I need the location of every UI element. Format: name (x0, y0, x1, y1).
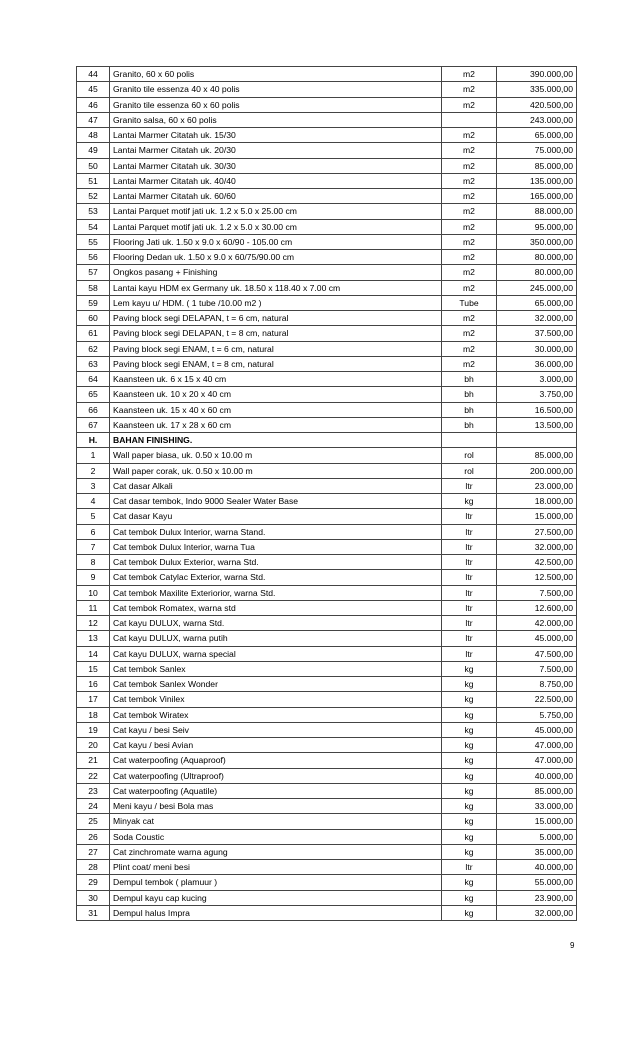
item-unit: kg (442, 890, 497, 905)
row-number: 12 (77, 616, 110, 631)
table-row (77, 128, 577, 143)
item-unit: kg (442, 875, 497, 890)
item-description: Granito tile essenza 40 x 40 polis (110, 82, 442, 97)
table-row (77, 112, 577, 127)
item-description: Cat tembok Dulux Exterior, warna Std. (110, 555, 442, 570)
item-unit: kg (442, 905, 497, 920)
row-number: 25 (77, 814, 110, 829)
row-number: 13 (77, 631, 110, 646)
item-price: 5.750,00 (497, 707, 577, 722)
item-description: Cat kayu DULUX, warna putih (110, 631, 442, 646)
row-number: 29 (77, 875, 110, 890)
table-row (77, 600, 577, 615)
row-number: 59 (77, 295, 110, 310)
item-unit: kg (442, 494, 497, 509)
item-description: Cat kayu / besi Avian (110, 738, 442, 753)
item-price: 32.000,00 (497, 311, 577, 326)
table-row (77, 616, 577, 631)
row-number: 52 (77, 189, 110, 204)
item-description: BAHAN FINISHING. (110, 433, 442, 448)
item-price: 3.750,00 (497, 387, 577, 402)
item-description: Kaansteen uk. 6 x 15 x 40 cm (110, 372, 442, 387)
item-description: Lem kayu u/ HDM. ( 1 tube /10.00 m2 ) (110, 295, 442, 310)
table-row (77, 463, 577, 478)
item-price: 36.000,00 (497, 356, 577, 371)
item-description: Cat waterpoofing (Ultraproof) (110, 768, 442, 783)
item-price: 33.000,00 (497, 799, 577, 814)
item-description: Plint coat/ meni besi (110, 860, 442, 875)
row-number: 55 (77, 234, 110, 249)
item-description: Lantai Marmer Citatah uk. 30/30 (110, 158, 442, 173)
table-row (77, 555, 577, 570)
item-price: 65.000,00 (497, 295, 577, 310)
item-unit: rol (442, 448, 497, 463)
item-price: 65.000,00 (497, 128, 577, 143)
item-price: 23.000,00 (497, 478, 577, 493)
item-description: Cat tembok Maxilite Exteriorior, warna Std. (110, 585, 442, 600)
table-row (77, 890, 577, 905)
table-row (77, 844, 577, 859)
item-unit: m2 (442, 280, 497, 295)
item-price: 47.500,00 (497, 646, 577, 661)
item-description: Flooring Dedan uk. 1.50 x 9.0 x 60/75/90.00 cm (110, 250, 442, 265)
table-row (77, 417, 577, 432)
section-header-row (77, 433, 577, 448)
row-number: 56 (77, 250, 110, 265)
item-description: Paving block segi ENAM, t = 8 cm, natural (110, 356, 442, 371)
item-unit: bh (442, 417, 497, 432)
item-unit: m2 (442, 311, 497, 326)
item-unit: m2 (442, 128, 497, 143)
item-description: Wall paper biasa, uk. 0.50 x 10.00 m (110, 448, 442, 463)
item-price: 420.500,00 (497, 97, 577, 112)
item-price: 13.500,00 (497, 417, 577, 432)
item-description: Cat dasar tembok, Indo 9000 Sealer Water Base (110, 494, 442, 509)
item-price: 45.000,00 (497, 631, 577, 646)
item-price: 95.000,00 (497, 219, 577, 234)
item-price: 88.000,00 (497, 204, 577, 219)
item-unit: ltr (442, 631, 497, 646)
table-row (77, 372, 577, 387)
table-row (77, 341, 577, 356)
table-row (77, 280, 577, 295)
row-number: 10 (77, 585, 110, 600)
item-price: 18.000,00 (497, 494, 577, 509)
item-unit: ltr (442, 478, 497, 493)
item-price: 85.000,00 (497, 448, 577, 463)
table-row (77, 783, 577, 798)
item-price: 27.500,00 (497, 524, 577, 539)
item-price: 80.000,00 (497, 265, 577, 280)
item-description: Cat tembok Sanlex (110, 661, 442, 676)
row-number: 48 (77, 128, 110, 143)
table-row (77, 265, 577, 280)
table-row (77, 67, 577, 82)
table-row (77, 250, 577, 265)
table-row (77, 677, 577, 692)
table-row (77, 829, 577, 844)
table-row (77, 738, 577, 753)
item-unit: ltr (442, 570, 497, 585)
item-price: 80.000,00 (497, 250, 577, 265)
row-number: 19 (77, 722, 110, 737)
item-description: Lantai Marmer Citatah uk. 20/30 (110, 143, 442, 158)
item-unit: kg (442, 677, 497, 692)
item-description: Cat tembok Wiratex (110, 707, 442, 722)
item-price: 45.000,00 (497, 722, 577, 737)
table-body (77, 67, 577, 921)
item-unit: m2 (442, 234, 497, 249)
item-unit: kg (442, 814, 497, 829)
item-description: Paving block segi ENAM, t = 6 cm, natural (110, 341, 442, 356)
row-number: 5 (77, 509, 110, 524)
item-description: Cat tembok Dulux Interior, warna Tua (110, 539, 442, 554)
row-number: 16 (77, 677, 110, 692)
row-number: 21 (77, 753, 110, 768)
item-description: Dempul tembok ( plamuur ) (110, 875, 442, 890)
item-price: 37.500,00 (497, 326, 577, 341)
item-unit: m2 (442, 173, 497, 188)
table-row (77, 768, 577, 783)
table-row (77, 585, 577, 600)
item-description: Cat tembok Sanlex Wonder (110, 677, 442, 692)
item-description: Cat kayu DULUX, warna special (110, 646, 442, 661)
item-description: Cat tembok Dulux Interior, warna Stand. (110, 524, 442, 539)
item-price: 3.000,00 (497, 372, 577, 387)
row-number: 44 (77, 67, 110, 82)
row-number: 45 (77, 82, 110, 97)
table-row (77, 494, 577, 509)
table-row (77, 814, 577, 829)
row-number: 50 (77, 158, 110, 173)
table-row (77, 204, 577, 219)
item-unit: bh (442, 387, 497, 402)
item-price: 32.000,00 (497, 905, 577, 920)
item-price: 7.500,00 (497, 585, 577, 600)
item-unit: rol (442, 463, 497, 478)
item-unit: ltr (442, 524, 497, 539)
item-unit: m2 (442, 341, 497, 356)
item-price: 23.900,00 (497, 890, 577, 905)
row-number: 26 (77, 829, 110, 844)
item-unit: bh (442, 372, 497, 387)
row-number: 18 (77, 707, 110, 722)
item-description: Cat kayu DULUX, warna Std. (110, 616, 442, 631)
item-description: Ongkos pasang + Finishing (110, 265, 442, 280)
item-price: 42.000,00 (497, 616, 577, 631)
table-row (77, 143, 577, 158)
row-number: 54 (77, 219, 110, 234)
item-unit: m2 (442, 326, 497, 341)
item-description: Flooring Jati uk. 1.50 x 9.0 x 60/90 - 105.00 cm (110, 234, 442, 249)
table-row (77, 661, 577, 676)
row-number: 47 (77, 112, 110, 127)
item-unit: m2 (442, 67, 497, 82)
item-description: Cat tembok Vinilex (110, 692, 442, 707)
item-description: Dempul kayu cap kucing (110, 890, 442, 905)
row-number: 1 (77, 448, 110, 463)
item-price: 350.000,00 (497, 234, 577, 249)
row-number: H. (77, 433, 110, 448)
row-number: 60 (77, 311, 110, 326)
table-row (77, 478, 577, 493)
item-price: 335.000,00 (497, 82, 577, 97)
item-description: Lantai Marmer Citatah uk. 40/40 (110, 173, 442, 188)
item-unit: bh (442, 402, 497, 417)
table-row (77, 326, 577, 341)
price-table (76, 66, 577, 921)
item-price: 15.000,00 (497, 509, 577, 524)
row-number: 64 (77, 372, 110, 387)
row-number: 8 (77, 555, 110, 570)
table-row (77, 356, 577, 371)
item-description: Lantai Marmer Citatah uk. 60/60 (110, 189, 442, 204)
table-row (77, 722, 577, 737)
row-number: 20 (77, 738, 110, 753)
row-number: 51 (77, 173, 110, 188)
item-description: Cat zinchromate warna agung (110, 844, 442, 859)
item-unit: ltr (442, 646, 497, 661)
item-description: Granito, 60 x 60 polis (110, 67, 442, 82)
item-price: 75.000,00 (497, 143, 577, 158)
row-number: 58 (77, 280, 110, 295)
item-unit: m2 (442, 82, 497, 97)
item-description: Meni kayu / besi Bola mas (110, 799, 442, 814)
item-description: Cat tembok Catylac Exterior, warna Std. (110, 570, 442, 585)
item-description: Cat dasar Alkali (110, 478, 442, 493)
table-row (77, 158, 577, 173)
item-unit: m2 (442, 250, 497, 265)
item-unit: kg (442, 768, 497, 783)
row-number: 46 (77, 97, 110, 112)
item-unit: kg (442, 799, 497, 814)
item-description: Lantai kayu HDM ex Germany uk. 18.50 x 118.40 x 7.00 cm (110, 280, 442, 295)
item-description: Paving block segi DELAPAN, t = 8 cm, natural (110, 326, 442, 341)
item-price: 85.000,00 (497, 158, 577, 173)
item-description: Lantai Marmer Citatah uk. 15/30 (110, 128, 442, 143)
row-number: 67 (77, 417, 110, 432)
item-description: Cat waterpoofing (Aquatile) (110, 783, 442, 798)
table-row (77, 570, 577, 585)
item-description: Dempul halus Impra (110, 905, 442, 920)
row-number: 11 (77, 600, 110, 615)
table-row (77, 509, 577, 524)
item-description: Paving block segi DELAPAN, t = 6 cm, natural (110, 311, 442, 326)
item-price: 22.500,00 (497, 692, 577, 707)
item-price: 16.500,00 (497, 402, 577, 417)
item-description: Wall paper corak, uk. 0.50 x 10.00 m (110, 463, 442, 478)
table-row (77, 860, 577, 875)
item-unit: ltr (442, 600, 497, 615)
row-number: 49 (77, 143, 110, 158)
row-number: 31 (77, 905, 110, 920)
item-unit: m2 (442, 189, 497, 204)
table-row (77, 753, 577, 768)
item-unit: m2 (442, 219, 497, 234)
table-row (77, 539, 577, 554)
item-unit: kg (442, 844, 497, 859)
item-unit: ltr (442, 539, 497, 554)
table-row (77, 402, 577, 417)
row-number: 66 (77, 402, 110, 417)
row-number: 4 (77, 494, 110, 509)
item-unit: m2 (442, 97, 497, 112)
table-row (77, 799, 577, 814)
item-unit (442, 433, 497, 448)
item-description: Cat waterpoofing (Aquaproof) (110, 753, 442, 768)
table-row (77, 905, 577, 920)
table-row (77, 524, 577, 539)
row-number: 14 (77, 646, 110, 661)
item-unit: m2 (442, 158, 497, 173)
item-unit: ltr (442, 509, 497, 524)
table-row (77, 646, 577, 661)
item-price: 7.500,00 (497, 661, 577, 676)
row-number: 30 (77, 890, 110, 905)
table-row (77, 875, 577, 890)
table-row (77, 97, 577, 112)
item-price: 40.000,00 (497, 860, 577, 875)
row-number: 23 (77, 783, 110, 798)
row-number: 57 (77, 265, 110, 280)
item-unit: kg (442, 661, 497, 676)
item-price: 8.750,00 (497, 677, 577, 692)
row-number: 28 (77, 860, 110, 875)
item-unit: ltr (442, 585, 497, 600)
item-unit: kg (442, 707, 497, 722)
row-number: 53 (77, 204, 110, 219)
item-price: 32.000,00 (497, 539, 577, 554)
item-price: 15.000,00 (497, 814, 577, 829)
item-description: Cat dasar Kayu (110, 509, 442, 524)
row-number: 63 (77, 356, 110, 371)
item-price: 85.000,00 (497, 783, 577, 798)
item-price: 5.000,00 (497, 829, 577, 844)
table-row (77, 219, 577, 234)
row-number: 24 (77, 799, 110, 814)
item-unit (442, 112, 497, 127)
item-price: 200.000,00 (497, 463, 577, 478)
item-unit: ltr (442, 555, 497, 570)
row-number: 61 (77, 326, 110, 341)
item-price: 165.000,00 (497, 189, 577, 204)
table-row (77, 311, 577, 326)
item-price: 42.500,00 (497, 555, 577, 570)
item-unit: m2 (442, 265, 497, 280)
table-row (77, 234, 577, 249)
row-number: 7 (77, 539, 110, 554)
item-unit: m2 (442, 204, 497, 219)
item-description: Lantai Parquet motif jati uk. 1.2 x 5.0 x 30.00 cm (110, 219, 442, 234)
item-price: 243.000,00 (497, 112, 577, 127)
item-unit: ltr (442, 860, 497, 875)
row-number: 3 (77, 478, 110, 493)
table-row (77, 82, 577, 97)
table-row (77, 387, 577, 402)
item-price (497, 433, 577, 448)
page-number: 9 (570, 941, 575, 950)
item-price: 245.000,00 (497, 280, 577, 295)
item-description: Cat kayu / besi Seiv (110, 722, 442, 737)
item-unit: kg (442, 692, 497, 707)
item-unit: kg (442, 829, 497, 844)
row-number: 6 (77, 524, 110, 539)
item-description: Kaansteen uk. 10 x 20 x 40 cm (110, 387, 442, 402)
item-unit: ltr (442, 616, 497, 631)
row-number: 15 (77, 661, 110, 676)
item-price: 12.600,00 (497, 600, 577, 615)
item-description: Cat tembok Romatex, warna std (110, 600, 442, 615)
row-number: 65 (77, 387, 110, 402)
item-unit: Tube (442, 295, 497, 310)
item-description: Granito tile essenza 60 x 60 polis (110, 97, 442, 112)
item-description: Lantai Parquet motif jati uk. 1.2 x 5.0 x 25.00 cm (110, 204, 442, 219)
item-price: 390.000,00 (497, 67, 577, 82)
item-price: 40.000,00 (497, 768, 577, 783)
item-price: 135.000,00 (497, 173, 577, 188)
item-description: Granito salsa, 60 x 60 polis (110, 112, 442, 127)
item-unit: m2 (442, 356, 497, 371)
row-number: 2 (77, 463, 110, 478)
item-price: 55.000,00 (497, 875, 577, 890)
item-price: 12.500,00 (497, 570, 577, 585)
item-unit: m2 (442, 143, 497, 158)
item-description: Kaansteen uk. 17 x 28 x 60 cm (110, 417, 442, 432)
item-description: Kaansteen uk. 15 x 40 x 60 cm (110, 402, 442, 417)
row-number: 22 (77, 768, 110, 783)
row-number: 62 (77, 341, 110, 356)
item-price: 47.000,00 (497, 738, 577, 753)
item-unit: kg (442, 753, 497, 768)
item-price: 47.000,00 (497, 753, 577, 768)
table-row (77, 173, 577, 188)
row-number: 17 (77, 692, 110, 707)
table-row (77, 631, 577, 646)
item-price: 30.000,00 (497, 341, 577, 356)
row-number: 9 (77, 570, 110, 585)
item-description: Soda Coustic (110, 829, 442, 844)
table-row (77, 189, 577, 204)
table-row (77, 295, 577, 310)
table-row (77, 692, 577, 707)
row-number: 27 (77, 844, 110, 859)
item-unit: kg (442, 722, 497, 737)
table-row (77, 448, 577, 463)
table-row (77, 707, 577, 722)
item-description: Minyak cat (110, 814, 442, 829)
item-unit: kg (442, 738, 497, 753)
item-unit: kg (442, 783, 497, 798)
item-price: 35.000,00 (497, 844, 577, 859)
